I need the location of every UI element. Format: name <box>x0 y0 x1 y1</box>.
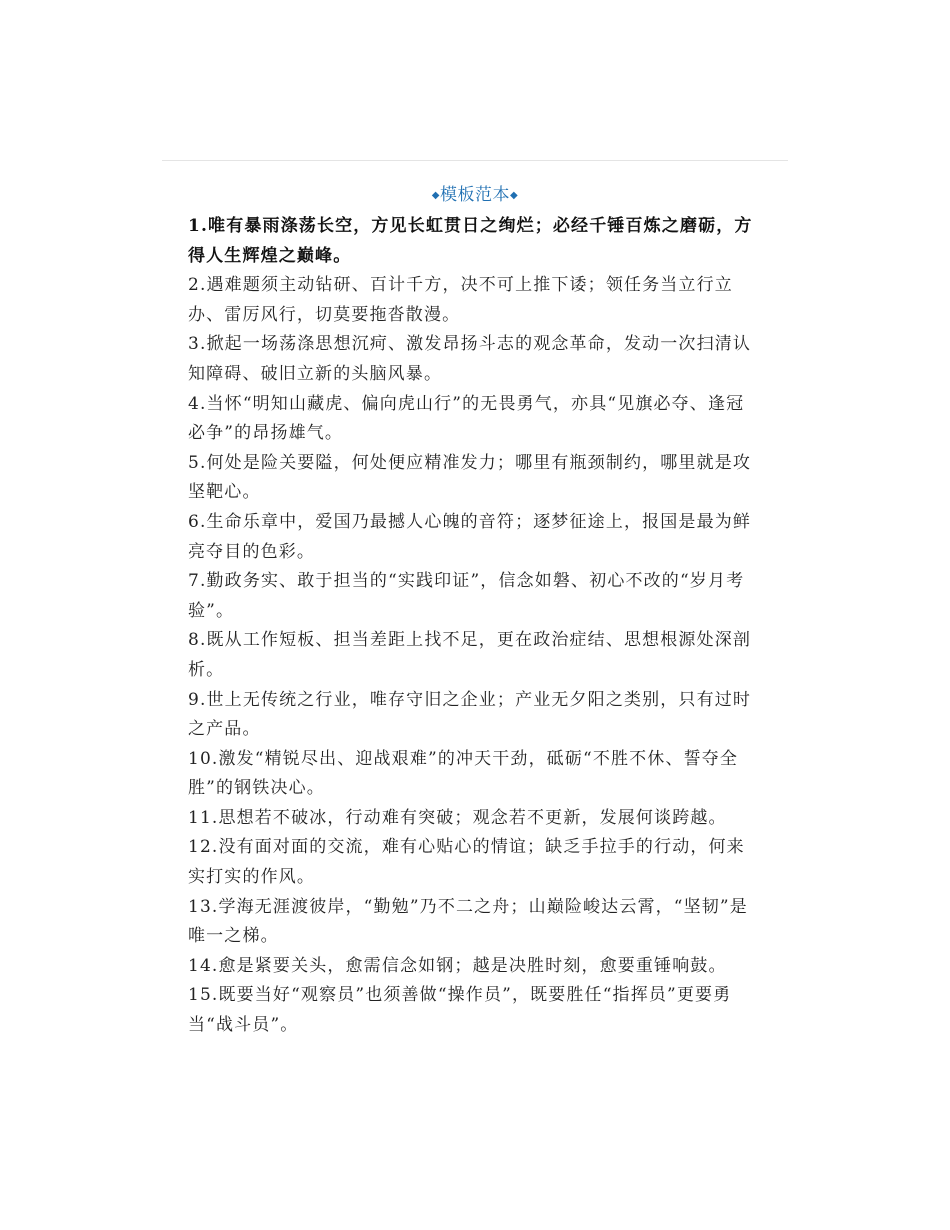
list-item: 12.没有面对面的交流，难有心贴心的情谊；缺乏手拉手的行动，何来实打实的作风。 <box>188 837 745 888</box>
diamond-left-icon: ◆ <box>431 190 440 201</box>
list-item: 3.掀起一场荡涤思想沉疴、激发昂扬斗志的观念革命，发动一次扫清认知障碍、破旧立新的头脑风暴。 <box>188 334 752 384</box>
list-item: 4.当怀“明知山藏虎、偏向虎山行”的无畏勇气，亦具“见旗必夺、逢冠必争”的昂扬雄气。 <box>188 393 745 444</box>
list-item: 8.既从工作短板、担当差距上找不足，更在政治症结、思想根源处深剖析。 <box>188 630 752 680</box>
list-item: 15.既要当好“观察员”也须善做“操作员”，既要胜任“指挥员”更要勇当“战斗员”。 <box>188 985 732 1036</box>
quote-list <box>188 212 762 1041</box>
list-item: 11.思想若不破冰，行动难有突破；观念若不更新，发展何谈跨越。 <box>188 807 727 828</box>
list-item: 2.遇难题须主动钻研、百计千方，决不可上推下诿；领任务当立行立办、雷厉风行，切莫要拖沓散漫。 <box>188 275 733 325</box>
list-item: 5.何处是险关要隘，何处便应精准发力；哪里有瓶颈制约，哪里就是攻坚靶心。 <box>188 452 752 503</box>
list-item: 10.激发“精锐尽出、迎战艰难”的冲天干劲，砥砺“不胜不休、誓夺全胜”的钢铁决心。 <box>188 748 739 799</box>
list-item: 7.勤政务实、敢于担当的“实践印证”，信念如磐、初心不改的“岁月考验”。 <box>188 571 745 621</box>
diamond-right-icon: ◆ <box>510 190 519 201</box>
list-item: 6.生命乐章中，爱国乃最撼人心魄的音符；逐梦征途上，报国是最为鲜亮夺目的色彩。 <box>188 511 752 562</box>
document-title-text: 模板范本 <box>440 185 510 205</box>
list-item: 13.学海无涯渡彼岸，“勤勉”乃不二之舟；山巅险峻达云霄，“坚韧”是唯一之梯。 <box>188 896 748 947</box>
list-item: 14.愈是紧要关头，愈需信念如钢；越是决胜时刻，愈要重锤响鼓。 <box>188 955 727 976</box>
header-divider <box>162 160 788 161</box>
list-item: 9.世上无传统之行业，唯存守旧之企业；产业无夕阳之类别，只有过时之产品。 <box>188 689 752 740</box>
list-item: 1.唯有暴雨涤荡长空，方见长虹贯日之绚烂；必经千锤百炼之磨砺，方得人生辉煌之巅峰。 <box>188 216 753 266</box>
document-title <box>162 183 788 208</box>
